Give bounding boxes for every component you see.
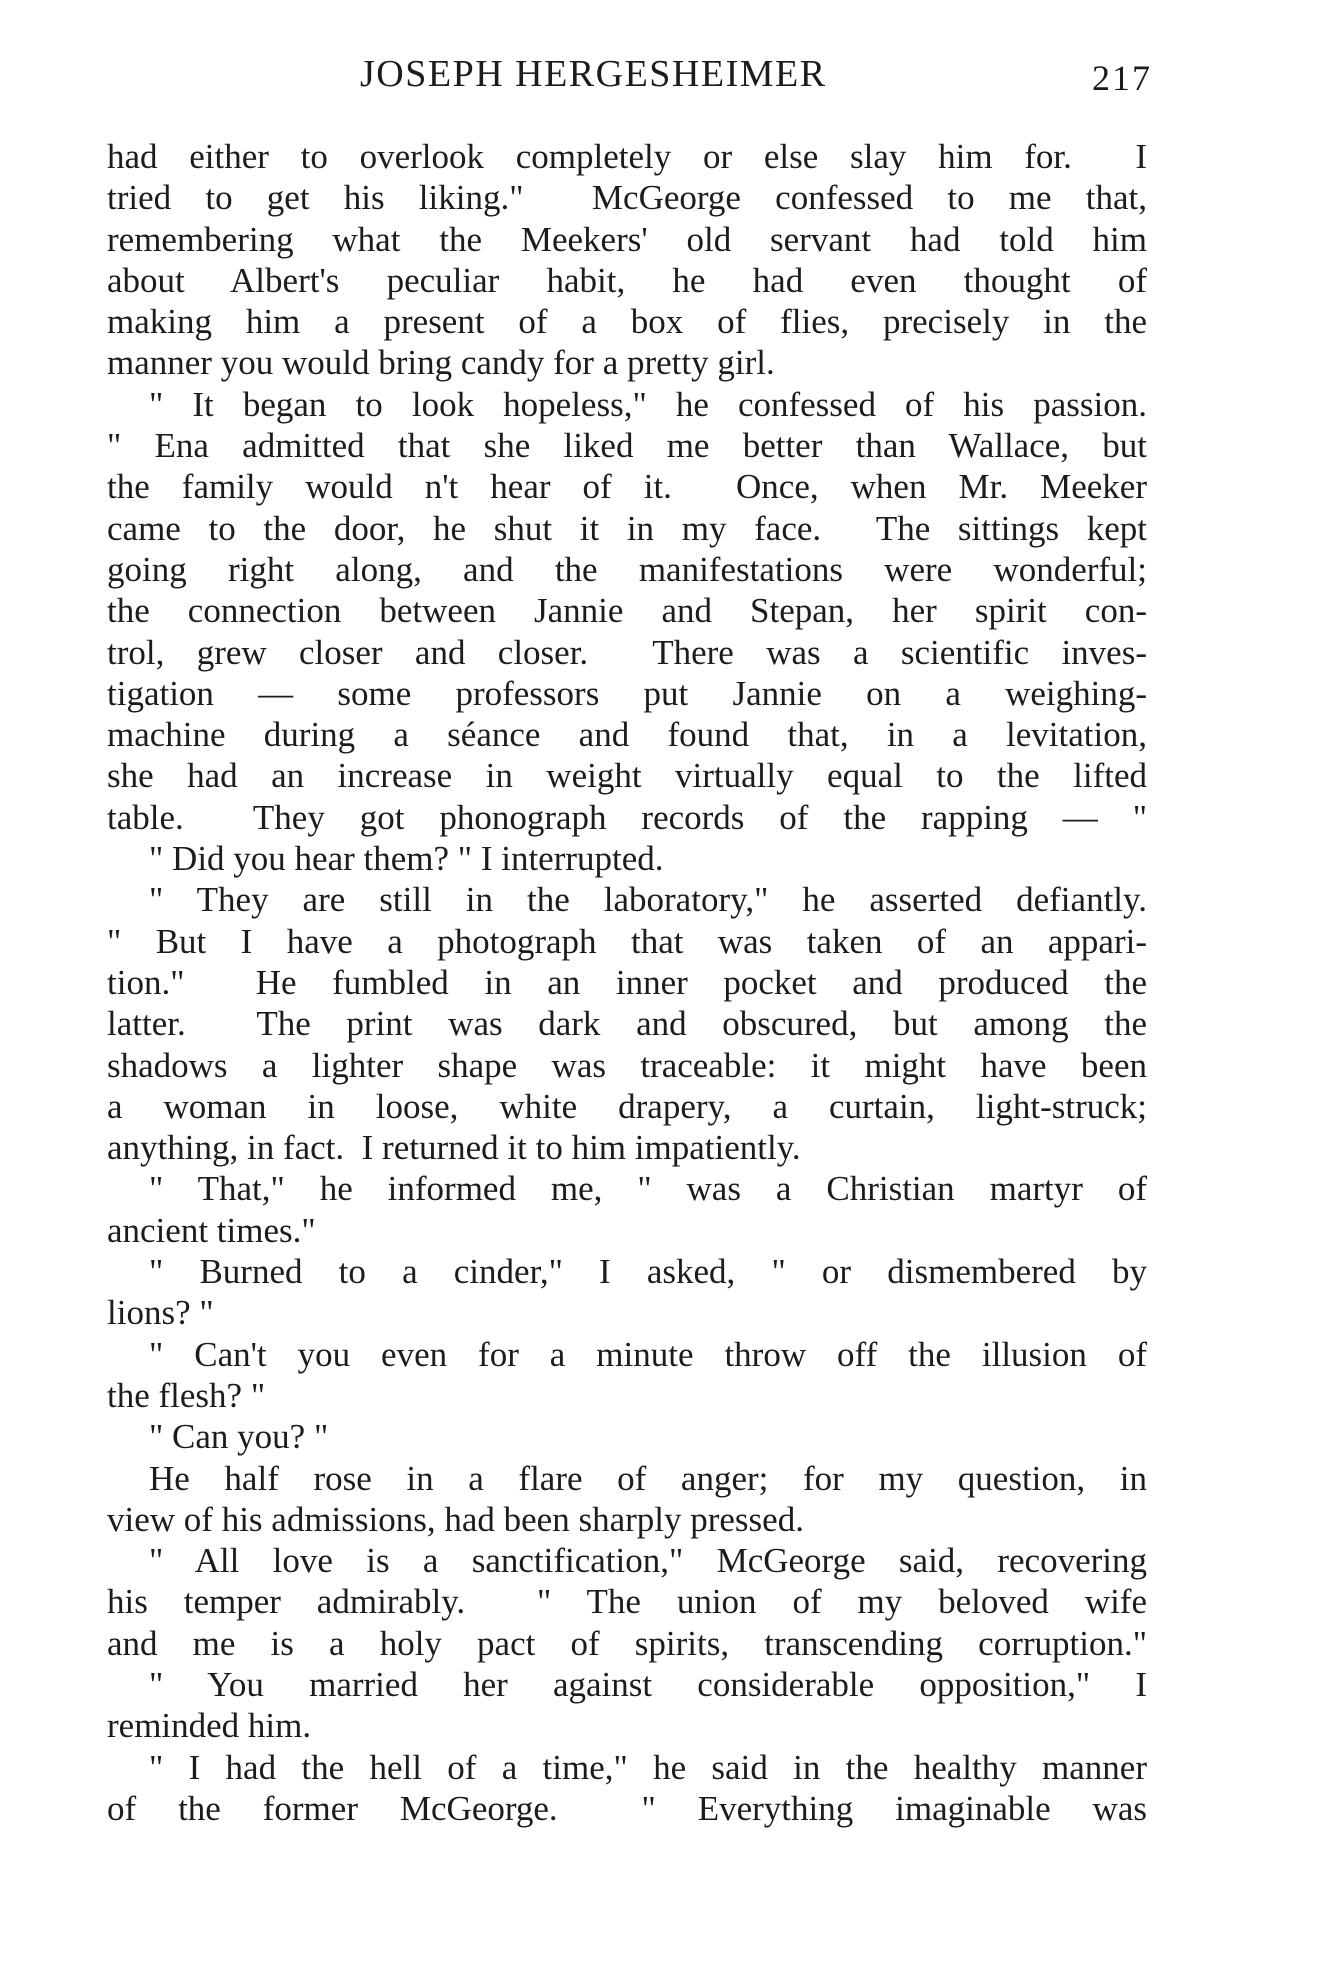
text-line: she had an increase in weight virtually equal to the lifted xyxy=(107,756,1147,796)
text-line: ancient times." xyxy=(107,1210,316,1250)
text-line: shadows a lighter shape was traceable: it might have been xyxy=(107,1045,1147,1085)
text-line: " I had the hell of a time," he said in the healthy manner xyxy=(149,1747,1147,1787)
text-line: machine during a séance and found that, in a levitation, xyxy=(107,715,1147,755)
text-line: tion." He fumbled in an inner pocket and produced the xyxy=(107,962,1147,1002)
text-line: " Ena admitted that she liked me better than Wallace, but xyxy=(107,426,1147,466)
text-line: the flesh? " xyxy=(107,1375,266,1415)
text-line: a woman in loose, white drapery, a curtain, light-struck; xyxy=(107,1086,1147,1126)
text-line: and me is a holy pact of spirits, transcending corruption." xyxy=(107,1623,1147,1663)
text-line: latter. The print was dark and obscured, but among the xyxy=(107,1004,1147,1044)
text-line: " They are still in the laboratory," he asserted defiantly. xyxy=(149,880,1147,920)
text-line: table. They got phonograph records of the rapping — " xyxy=(107,797,1147,837)
page-number: 217 xyxy=(1092,58,1152,98)
text-line: the connection between Jannie and Stepan, her spirit con- xyxy=(107,591,1147,631)
text-line: had either to overlook completely or else slay him for. I xyxy=(107,137,1147,176)
text-line: " All love is a sanctification," McGeorge said, recovering xyxy=(149,1541,1147,1581)
text-line: going right along, and the manifestations were wonderful; xyxy=(107,549,1147,589)
text-line: trol, grew closer and closer. There was a scientific inves- xyxy=(107,632,1147,672)
text-line: " Can't you even for a minute throw off the illusion of xyxy=(149,1334,1147,1374)
text-line: " That," he informed me, " was a Christian martyr of xyxy=(149,1169,1147,1209)
body-text xyxy=(107,136,1147,1829)
text-line: the family would n't hear of it. Once, when Mr. Meeker xyxy=(107,467,1147,507)
text-line: reminded him. xyxy=(107,1706,312,1746)
text-line: " It began to look hopeless," he confessed of his passion. xyxy=(149,384,1147,424)
text-line: came to the door, he shut it in my face. The sittings kept xyxy=(107,508,1147,548)
text-line: " But I have a photograph that was taken of an appari- xyxy=(107,921,1147,961)
text-line: " Can you? " xyxy=(149,1417,329,1457)
text-line: " Burned to a cinder," I asked, " or dismembered by xyxy=(149,1252,1147,1292)
text-line: his temper admirably. " The union of my beloved wife xyxy=(107,1582,1147,1622)
text-line: making him a present of a box of flies, precisely in the xyxy=(107,302,1147,342)
running-head: JOSEPH HERGESHEIMER xyxy=(360,53,827,95)
text-line: anything, in fact. I returned it to him impatiently. xyxy=(107,1128,801,1168)
text-line: of the former McGeorge. " Everything imaginable was xyxy=(107,1788,1147,1828)
text-line: view of his admissions, had been sharply pressed. xyxy=(107,1499,804,1539)
text-line: manner you would bring candy for a pretty girl. xyxy=(107,343,775,383)
text-line: lions? " xyxy=(107,1293,214,1333)
text-line: tried to get his liking." McGeorge confessed to me that, xyxy=(107,178,1147,218)
text-line: tigation — some professors put Jannie on a weighing- xyxy=(107,673,1147,713)
text-line: remembering what the Meekers' old servant had told him xyxy=(107,219,1147,259)
text-line: He half rose in a flare of anger; for my question, in xyxy=(149,1458,1147,1498)
text-line: " Did you hear them? " I interrupted. xyxy=(149,839,664,879)
text-line: about Albert's peculiar habit, he had even thought of xyxy=(107,260,1147,300)
text-line: " You married her against considerable opposition," I xyxy=(149,1664,1147,1704)
